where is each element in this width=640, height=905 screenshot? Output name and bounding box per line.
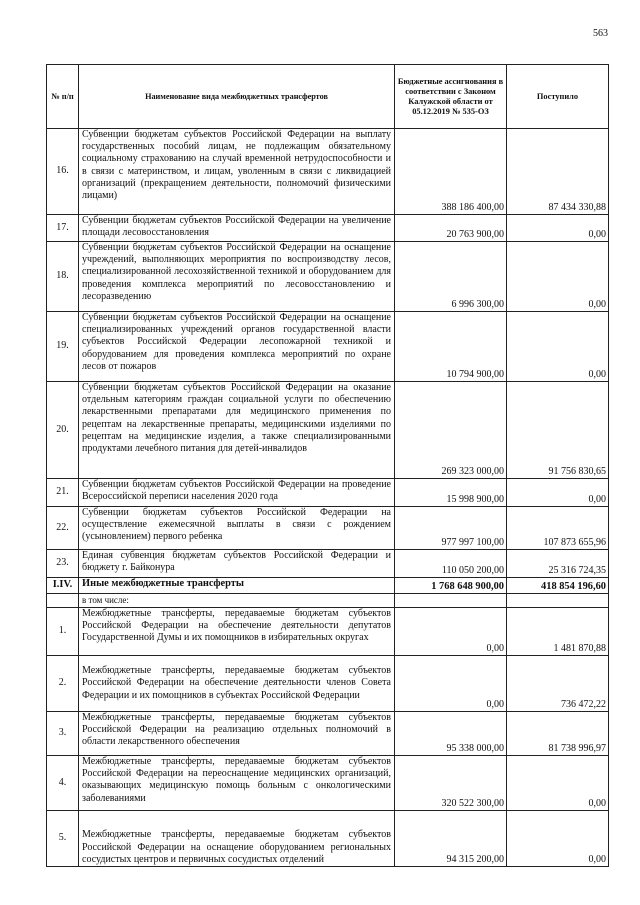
subheader-num-cell [47,594,79,608]
section-num: I.IV. [47,578,79,594]
header-num: № п/п [47,65,79,129]
row-name: Межбюджетные трансферты, передаваемые бюджетам субъектов Российской Федерации на переоснащение медицинских организаций, оказывающих медицинскую помощь больным с онкологическими заболеваниями [79,756,395,811]
row-name: Субвенции бюджетам субъектов Российской Федерации на оснащение специализированных учреждений органов государственной власти субъектов Российской Федерации лесопожарной техникой и оборудованием для проведения комплекса мероприятий по охране лесов от пожаров [79,312,395,382]
table-row [47,811,609,867]
row-num: 20. [47,382,79,479]
table-row [47,242,609,312]
row-name: Субвенции бюджетам субъектов Российской Федерации на оказание отдельным категориям граждан социальной услуги по обеспечению лекарственными препаратами для медицинского применения по рецептам на лекарственные препараты, медицинскими изделиями по рецептам на медицинские изделия, а также специализированными продуктами лечебного питания для детей-инвалидов [79,382,395,479]
row-budget: 95 338 000,00 [395,712,507,756]
row-num: 5. [47,811,79,867]
row-num: 23. [47,550,79,578]
row-received: 87 434 330,88 [507,129,609,215]
table-row [47,608,609,656]
row-received: 91 756 830,65 [507,382,609,479]
page-number: 563 [593,28,608,39]
table-row [47,507,609,550]
section-received: 418 854 196,60 [507,578,609,594]
row-budget: 10 794 900,00 [395,312,507,382]
subheader-received-cell [507,594,609,608]
row-received: 25 316 724,35 [507,550,609,578]
row-name: Субвенции бюджетам субъектов Российской Федерации на проведение Всероссийской переписи населения 2020 года [79,479,395,507]
row-received: 107 873 655,96 [507,507,609,550]
header-received: Поступило [507,65,609,129]
row-budget: 6 996 300,00 [395,242,507,312]
header-name: Наименование вида межбюджетных трансфертов [79,65,395,129]
row-received: 0,00 [507,242,609,312]
row-num: 22. [47,507,79,550]
row-budget: 0,00 [395,608,507,656]
row-num: 2. [47,656,79,712]
header-budget: Бюджетные ассигнования в соответствии с Законом Калужской области от 05.12.2019 № 535-ОЗ [395,65,507,129]
table-header-row [47,65,609,129]
table-row [47,656,609,712]
row-received: 81 738 996,97 [507,712,609,756]
row-received: 0,00 [507,215,609,242]
row-budget: 269 323 000,00 [395,382,507,479]
row-num: 3. [47,712,79,756]
section-name: Иные межбюджетные трансферты [79,578,395,594]
row-budget: 94 315 200,00 [395,811,507,867]
table-row [47,312,609,382]
table-row [47,382,609,479]
table-row [47,550,609,578]
row-budget: 110 050 200,00 [395,550,507,578]
row-name: Субвенции бюджетам субъектов Российской Федерации на осуществление ежемесячной выплаты в связи с рождением (усыновлением) первого ребенка [79,507,395,550]
row-budget: 388 186 400,00 [395,129,507,215]
row-received: 0,00 [507,312,609,382]
row-name: Единая субвенция бюджетам субъектов Российской Федерации и бюджету г. Байконура [79,550,395,578]
subheader-budget-cell [395,594,507,608]
row-budget: 15 998 900,00 [395,479,507,507]
row-name: Субвенции бюджетам субъектов Российской Федерации на увеличение площади лесовосстановления [79,215,395,242]
table-row [47,756,609,811]
transfers-table [46,64,609,867]
row-num: 21. [47,479,79,507]
row-received: 0,00 [507,756,609,811]
row-num: 17. [47,215,79,242]
row-budget: 0,00 [395,656,507,712]
row-num: 16. [47,129,79,215]
row-received: 1 481 870,88 [507,608,609,656]
section-budget: 1 768 648 900,00 [395,578,507,594]
subheader-text: в том числе: [79,594,395,608]
row-received: 736 472,22 [507,656,609,712]
row-received: 0,00 [507,479,609,507]
subheader-row [47,594,609,608]
row-received: 0,00 [507,811,609,867]
table-row [47,215,609,242]
row-name: Межбюджетные трансферты, передаваемые бюджетам субъектов Российской Федерации на обеспечение деятельности членов Совета Федерации и их помощников в субъектах Российской Федерации [79,656,395,712]
row-num: 4. [47,756,79,811]
row-name: Межбюджетные трансферты, передаваемые бюджетам субъектов Российской Федерации на оснащение оборудованием региональных сосудистых центров и первичных сосудистых отделений [79,811,395,867]
row-name: Межбюджетные трансферты, передаваемые бюджетам субъектов Российской Федерации на обеспечение деятельности депутатов Государственной Думы и их помощников в избирательных округах [79,608,395,656]
row-budget: 20 763 900,00 [395,215,507,242]
row-num: 18. [47,242,79,312]
row-budget: 977 997 100,00 [395,507,507,550]
row-name: Межбюджетные трансферты, передаваемые бюджетам субъектов Российской Федерации на реализацию отдельных полномочий в области лекарственного обеспечения [79,712,395,756]
row-name: Субвенции бюджетам субъектов Российской Федерации на выплату государственных пособий лицам, не подлежащим обязательному социальному страхованию на случай временной нетрудоспособности и в связи с материнством, и лицам, уволенным в связи с ликвидацией организаций (прекращением деятельности, полномочий физическими лицами) [79,129,395,215]
row-budget: 320 522 300,00 [395,756,507,811]
table-row [47,712,609,756]
section-row [47,578,609,594]
table-row [47,479,609,507]
row-num: 1. [47,608,79,656]
row-name: Субвенции бюджетам субъектов Российской Федерации на оснащение учреждений, выполняющих мероприятия по воспроизводству лесов, специализированной лесохозяйственной техникой и оборудованием для проведения комплекса мероприятий по лесовосстановлению и лесоразведению [79,242,395,312]
row-num: 19. [47,312,79,382]
table-row [47,129,609,215]
